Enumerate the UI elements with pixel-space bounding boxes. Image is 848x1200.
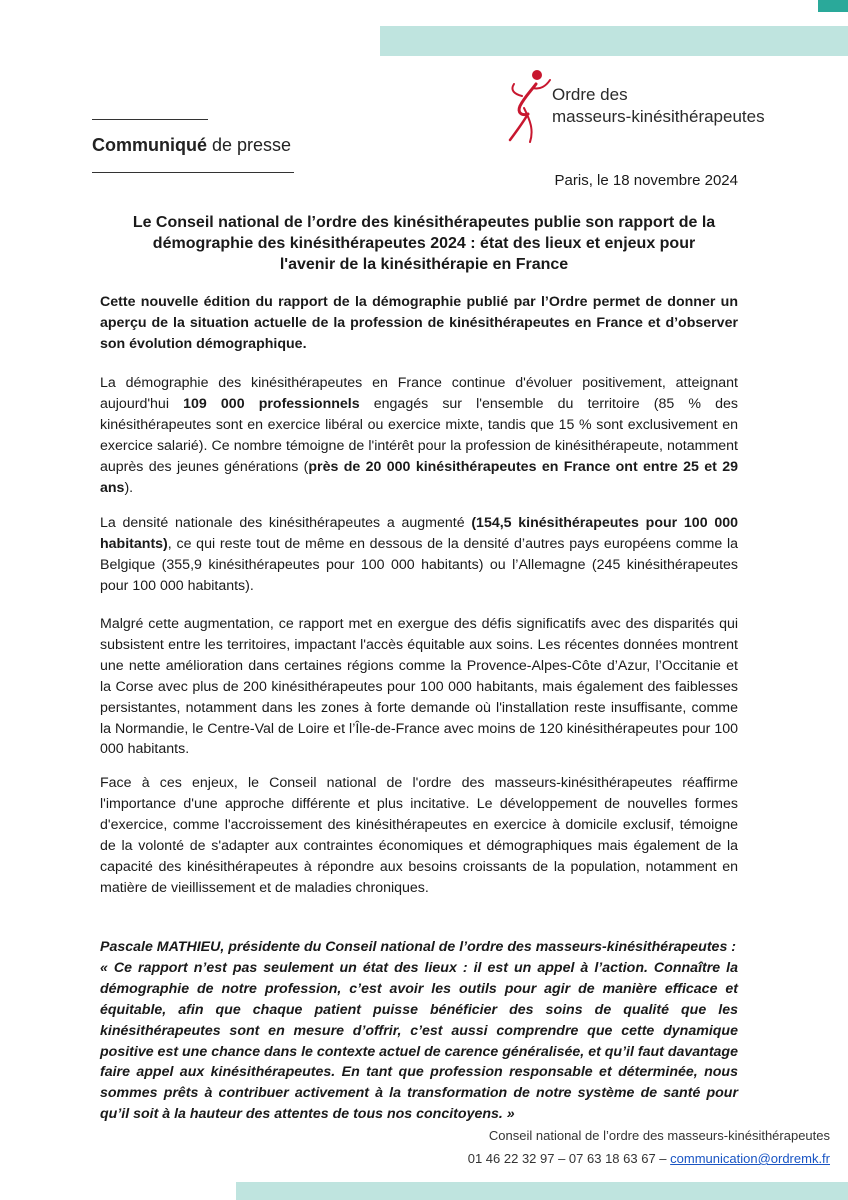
quote-speaker: Pascale MATHIEU, présidente du Conseil national de l’ordre des masseurs-kinésithérapeutes : <box>100 939 736 955</box>
header-rule-top <box>92 119 208 120</box>
press-label-bold: Communiqué <box>92 135 207 155</box>
paragraph-disparities: Malgré cette augmentation, ce rapport met en exergue des défis significatifs avec des disparités qui subsistent entre les territoires, impactant l'accès équitable aux soins. Les récentes données montrent une nette amélioration dans certaines régions comme la Provence-Alpes-Côte d’Azur, l’Occitanie et la Corse avec plus de 200 kinésithérapeutes pour 100 000 habitants, mais également des faiblesses persistantes, notamment dans les zones à forte demande où l'installation reste insuffisante, comme la Normandie, le Centre-Val de Loire et l’Île-de-France avec moins de 120 kinésithérapeutes pour 100 000 habitants. <box>100 616 738 758</box>
president-quote <box>100 937 738 1125</box>
logo-line-1: Ordre des <box>552 85 628 104</box>
p1-text-1: La démographie des kinésithérapeutes en France continue d'évoluer positivement, atteignant aujourd'hui <box>100 375 738 412</box>
title-line-3: l'avenir de la kinésithérapie en France <box>279 256 569 273</box>
press-release-label <box>92 135 291 156</box>
footer-phones: 01 46 22 32 97 – 07 63 18 63 67 – <box>467 1151 671 1166</box>
p1-bold-1: 109 000 professionnels <box>183 395 360 412</box>
email-link[interactable]: communication@ordremk.fr <box>670 1151 830 1166</box>
title-line-2: démographie des kinésithérapeutes 2024 : état des lieux et enjeux pour <box>152 235 696 252</box>
paragraph-density <box>100 513 738 597</box>
footer-organization: Conseil national de l’ordre des masseurs-kinésithérapeutes <box>488 1128 830 1143</box>
p2-bold-1: (154,5 kinésithérapeutes pour 100 000 habitants) <box>100 515 738 552</box>
kine-figure-icon <box>500 66 560 146</box>
logo-line-2: masseurs-kinésithérapeutes <box>552 107 765 126</box>
p1-bold-2: près de 20 000 kinésithérapeutes en France ont entre 25 et 29 ans <box>100 458 738 496</box>
paragraph-demography <box>100 373 738 498</box>
top-band <box>380 26 848 56</box>
lead-paragraph: Cette nouvelle édition du rapport de la démographie publié par l’Ordre permet de donner un aperçu de la situation actuelle de la profession de kinésithérapeutes en France et d’observer son évolution démographique. <box>100 294 738 352</box>
quote-text: « Ce rapport n’est pas seulement un état des lieux : il est un appel à l’action. Connaître la démographie de notre profession, c’est avoir les outils pour agir de manière efficace et équitable, afin que chaque patient puisse bénéficier des soins de qualité que les kinésithérapeutes sont en mesure d’offrir, c’est aussi comprendre que cette dynamique positive est une chance dans le contexte actuel de carence généralisée, et qu’il faut davantage faire appel aux kinésithérapeutes. En tant que profession responsable et déterminée, nous sommes prêts à contribuer activement à la transformation de notre système de santé pour qu’il soit à la hauteur des attentes de tous nos concitoyens. » <box>100 959 738 1123</box>
bottom-band <box>236 1182 848 1200</box>
release-date: Paris, le 18 novembre 2024 <box>554 172 738 189</box>
title-line-1: Le Conseil national de l’ordre des kinésithérapeutes publie son rapport de la <box>132 214 716 231</box>
p2-text-1: La densité nationale des kinésithérapeutes a augmenté <box>100 515 472 531</box>
header-rule-bottom <box>92 172 294 173</box>
p1-text-3: ). <box>124 479 134 496</box>
press-label-rest: de presse <box>207 135 292 155</box>
p2-text-2: , ce qui reste tout de même en dessous de la densité d’autres pays européens comme la Belgique (355,9 kinésithérapeutes pour 100 000 habitants) ou l’Allemagne (245 kinésithérapeutes pour 100 000 habitants). <box>100 535 738 594</box>
footer-contact <box>468 1151 830 1166</box>
paragraph-challenges: Face à ces enjeux, le Conseil national de l'ordre des masseurs-kinésithérapeutes réaffirme l'importance d'une approche différente et plus incitative. Le développement de nouvelles formes d'exercice, comme l'accroissement des kinésithérapeutes en exercice à domicile exclusif, témoigne de la volonté de s'adapter aux contraintes économiques et démographiques mais également de la capacité des kinésithérapeutes à répondre aux besoins croissants de la population, notamment en matière de vieillissement et de maladies chroniques. <box>100 775 738 896</box>
p1-text-2: engagés sur l'ensemble du territoire (85 % des kinésithérapeutes sont en exercice libéral ou exercice mixte, tandis que 15 % sont exclusivement en exercice salarié). Ce nombre témoigne de l'intérêt pour la profession de kinésithérapeute, notamment auprès des jeunes générations ( <box>100 395 738 475</box>
page-title <box>92 212 756 275</box>
top-accent-band <box>818 0 848 12</box>
ordre-logo <box>500 66 800 146</box>
